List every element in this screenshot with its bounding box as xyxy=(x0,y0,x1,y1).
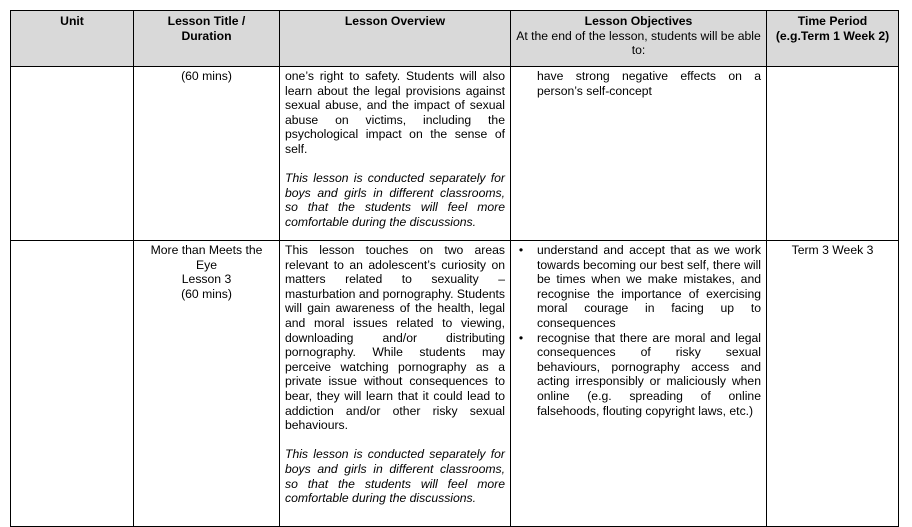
header-overview: Lesson Overview xyxy=(280,11,511,67)
header-time-period-label: Time Period xyxy=(797,14,868,28)
objective-item xyxy=(516,331,761,419)
header-lesson-title-line2: Duration xyxy=(181,28,232,43)
lesson-number: Lesson 3 xyxy=(181,272,232,287)
header-lesson-title-line1: Lesson Title / xyxy=(167,14,246,28)
time-period-cell xyxy=(767,67,899,241)
header-unit: Unit xyxy=(11,11,134,67)
unit-cell xyxy=(11,241,134,527)
overview-note: This lesson is conducted separately for boys and girls in different classrooms, so that the students will feel more comfortable during the discussions. xyxy=(285,447,505,506)
lesson-plan-table xyxy=(10,10,899,527)
lesson-title-cell xyxy=(134,67,280,241)
objectives-list xyxy=(516,243,761,418)
objective-text: recognise that there are moral and legal consequences of risky sexual behaviours, pornography access and acting irresponsibly or maliciously when online (e.g. spreading of online falsehoods, flouting copyright laws, etc.) xyxy=(537,330,761,418)
table-header-row xyxy=(11,11,899,67)
objectives-cell xyxy=(511,67,767,241)
lesson-title-line: Eye xyxy=(195,257,217,272)
overview-cell xyxy=(280,241,511,527)
lesson-duration: (60 mins) xyxy=(181,286,232,301)
objective-continuation: have strong negative effects on a person’s self-concept xyxy=(537,69,761,98)
unit-cell xyxy=(11,67,134,241)
bullet-icon: • xyxy=(518,330,524,345)
objective-item xyxy=(516,243,761,331)
header-time-period-sub: (e.g.Term 1 Week 2) xyxy=(775,28,890,43)
overview-text: This lesson touches on two areas relevant to an adolescent’s curiosity on matters related to sexuality – masturbation and pornography. Students will gain awareness of the health, legal and moral issues related to viewing, downloading and/or distributing pornography. While students may perceive watching pornography as a private issue without consequences to bear, they will learn that it could lead to addiction and/or other risky sexual behaviours. xyxy=(285,243,505,433)
lesson-title-line: (60 mins) xyxy=(181,69,232,83)
header-objectives-label: Lesson Objectives xyxy=(584,14,693,28)
objective-text: understand and accept that as we work towards becoming our best self, there will be times when we make mistakes, and recognise the importance of exercising moral courage in facing up to consequences xyxy=(537,243,761,330)
lesson-title-cell xyxy=(134,241,280,527)
bullet-icon: • xyxy=(518,243,524,257)
table-row xyxy=(11,67,899,241)
table-row xyxy=(11,241,899,527)
overview-note: This lesson is conducted separately for boys and girls in different classrooms, so that the students will feel more comfortable during the discussions. xyxy=(285,171,505,229)
overview-text: one’s right to safety. Students will also learn about the legal provisions against sexual abuse, and the impact of sexual abuse on victims, including the psychological impact on the sense of self. xyxy=(285,69,505,156)
header-time-period xyxy=(767,11,899,67)
lesson-title-line: More than Meets the xyxy=(150,243,263,257)
objectives-cell xyxy=(511,241,767,527)
header-objectives-sub: At the end of the lesson, students will be able to: xyxy=(516,28,761,58)
header-objectives xyxy=(511,11,767,67)
header-lesson-title xyxy=(134,11,280,67)
time-period-cell: Term 3 Week 3 xyxy=(767,241,899,527)
overview-cell xyxy=(280,67,511,241)
